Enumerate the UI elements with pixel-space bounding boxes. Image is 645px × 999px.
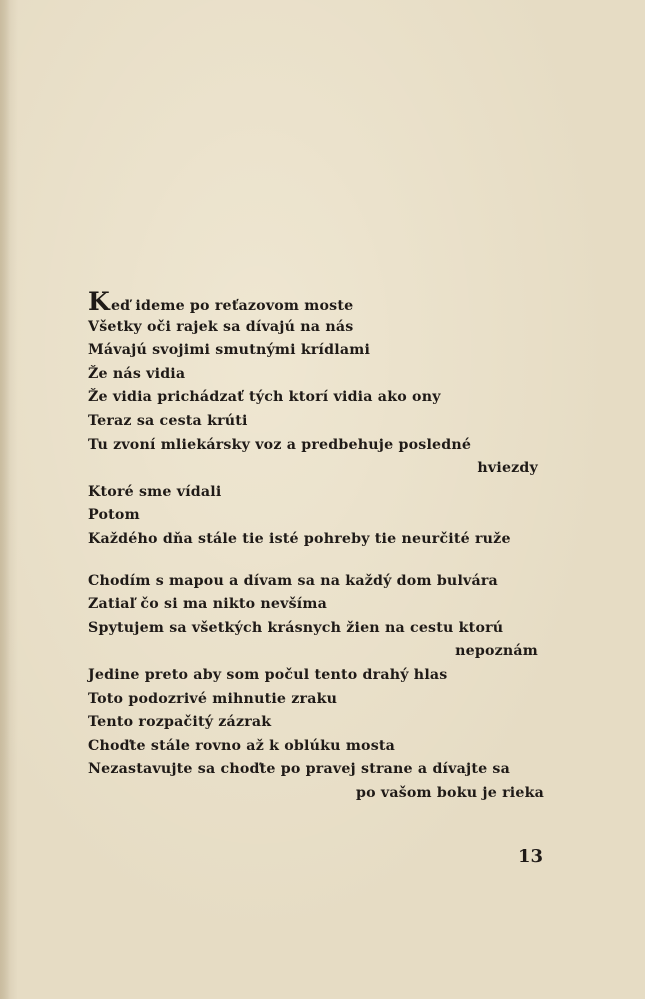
poem-line: Choďte stále rovno až k oblúku mosta xyxy=(88,737,396,754)
poem-line: Tento rozpačitý zázrak xyxy=(88,714,272,731)
poem-line: Chodím s mapou a dívam sa na každý dom bulvára xyxy=(88,572,498,589)
poem-line: Ktoré sme vídali xyxy=(88,483,222,500)
poem-line: Tu zvoní mliekársky voz a predbehuje posledné xyxy=(88,436,472,453)
stanza-2 xyxy=(88,570,548,806)
stanza-1 xyxy=(88,287,548,552)
poem-line-continuation: nepoznám xyxy=(455,643,538,660)
poem-line: Mávajú svojimi smutnými krídlami xyxy=(88,342,371,359)
poem-line: Zatiaľ čo si ma nikto nevšíma xyxy=(88,596,327,613)
poem xyxy=(88,287,548,805)
poem-line: Potom xyxy=(88,507,140,524)
poem-line: Nezastavujte sa choďte po pravej strane a dívajte sa xyxy=(88,761,511,778)
poem-line-continuation: hviezdy xyxy=(477,460,538,477)
poem-line: Jedine preto aby som počul tento drahý hlas xyxy=(88,666,448,683)
poem-line xyxy=(88,287,548,316)
page-edge-shadow xyxy=(0,0,10,999)
poem-line: Spytujem sa všetkých krásnych žien na cestu ktorú xyxy=(88,619,504,636)
poem-line: Toto podozrivé mihnutie zraku xyxy=(88,690,338,707)
poem-line-continuation: po vašom boku je rieka xyxy=(355,784,544,801)
stanza-break xyxy=(88,552,548,570)
poem-line: Teraz sa cesta krúti xyxy=(88,412,248,429)
poem-line-text: eď ideme po reťazovom moste xyxy=(110,298,354,314)
poem-line: Že vidia prichádzať tých ktorí vidia ako ony xyxy=(88,389,441,406)
drop-cap: K xyxy=(88,287,110,316)
poem-line: Že nás vidia xyxy=(88,365,186,382)
poem-line: Všetky oči rajek sa dívajú na nás xyxy=(88,318,354,335)
poem-line: Každého dňa stále tie isté pohreby tie neurčité ruže xyxy=(88,530,511,547)
page-number: 13 xyxy=(518,846,544,867)
